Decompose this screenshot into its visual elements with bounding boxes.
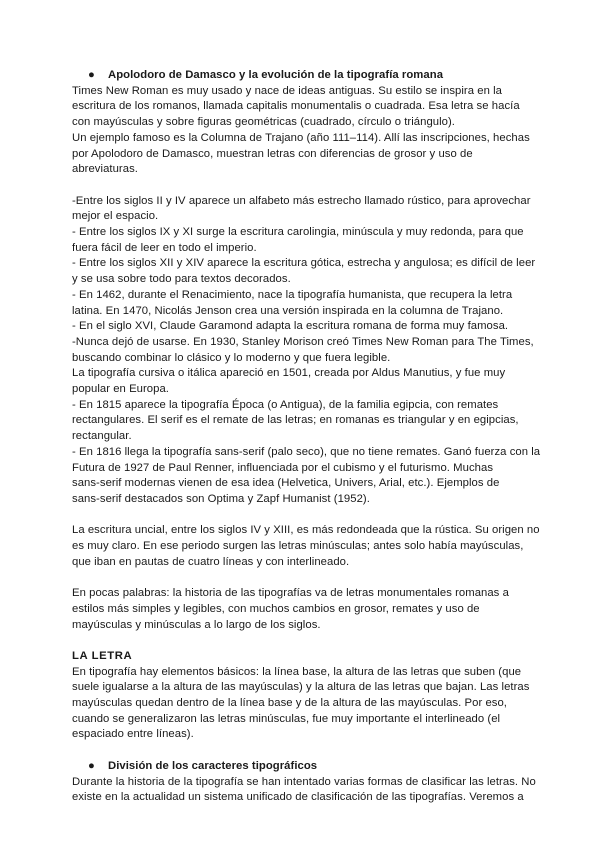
heading-text: Apolodoro de Damasco y la evolución de la tipografía romana [108, 69, 444, 81]
text-line: sans-serif modernas vienen de esa idea (Helvetica, Univers, Arial, etc.). Ejemplos de [72, 477, 500, 490]
text-line: buscando combinar lo clásico y lo moderno y que fuera legible. [72, 351, 391, 364]
heading-text: División de los caracteres tipográficos [108, 759, 318, 772]
blank-line [72, 508, 534, 524]
text-line: mayúsculas y minúsculas a lo largo de los siglos. [72, 618, 321, 631]
blank-line [72, 178, 534, 194]
text-line: cuando se generalizaron las letras minúsculas, fue muy importante el interlineado (el [72, 712, 501, 725]
text-line: - Entre los siglos XII y XIV aparece la escritura gótica, estrecha y angulosa; es difícil de leer [72, 257, 536, 270]
blank-line [72, 743, 534, 759]
text-line: abreviaturas. [72, 163, 138, 176]
bullet-dot-icon: ● [88, 759, 95, 772]
text-line: - En el siglo XVI, Claude Garamond adapta la escritura romana de forma muy famosa. [72, 320, 509, 333]
text-line: espaciado entre líneas). [72, 728, 194, 741]
text-line: es muy claro. En ese periodo surgen las letras minúsculas; antes solo había mayúsculas, [72, 540, 524, 553]
text-line: rectangulares. El serif es el remate de las letras; en romanas es triangular y en egipcias, [72, 414, 519, 427]
blank-line [72, 570, 534, 586]
text-line: Durante la historia de la tipografía se han intentado varias formas de clasificar las letras. No [72, 775, 536, 788]
bullet-dot-icon: ● [88, 69, 95, 81]
text-line: - Entre los siglos IX y XI surge la escritura carolingia, minúscula y muy redonda, para que [72, 226, 524, 239]
text-line: escritura de los romanos, llamada capitalis monumentalis o cuadrada. Esa letra se hacía [72, 100, 520, 113]
text-line: En pocas palabras: la historia de las tipografías va de letras monumentales romanas a [72, 587, 509, 600]
text-line: La escritura uncial, entre los siglos IV y XIII, es más redondeada que la rústica. Su origen no [72, 524, 540, 537]
text-line: suele igualarse a la altura de las mayúsculas) y la altura de las letras que bajan. Las letras [72, 681, 530, 694]
paragraph-times-new-roman [72, 84, 534, 178]
text-line: mayúsculas quedan dentro de la línea base y de la altura de las mayúsculas. Por eso, [72, 697, 507, 710]
text-line: con mayúsculas y sobre figuras geométricas (cuadrado, círculo o triángulo). [72, 116, 456, 129]
text-line: Futura de 1927 de Paul Renner, influenciada por el cubismo y el futurismo. Muchas [72, 461, 494, 474]
section-title-la-letra: LA LETRA [72, 649, 133, 662]
text-line: estilos más simples y legibles, con muchos cambios en grosor, remates y uso de [72, 602, 480, 615]
text-line: sans-serif destacados son Optima y Zapf Humanist (1952). [72, 492, 370, 505]
text-line: - En 1462, durante el Renacimiento, nace la tipografía humanista, que recupera la letra [72, 288, 513, 301]
text-line: Times New Roman es muy usado y nace de ideas antiguas. Su estilo se inspira en la [72, 84, 502, 97]
text-line: mejor el espacio. [72, 210, 159, 223]
text-line: - En 1816 llega la tipografía sans-serif (palo seco), que no tiene remates. Ganó fuerza con la [72, 445, 541, 458]
paragraph-clasificacion [72, 775, 534, 806]
text-line: rectangular. [72, 430, 132, 443]
heading-division [72, 759, 534, 775]
text-line: -Entre los siglos II y IV aparece un alfabeto más estrecho llamado rústico, para aprovechar [72, 194, 531, 207]
blank-line [72, 633, 534, 649]
text-line: latina. En 1470, Nicolás Jenson crea una versión inspirada en la columna de Trajano. [72, 304, 504, 317]
text-line: La tipografía cursiva o itálica apareció en 1501, creada por Aldus Manutius, y fue muy [72, 367, 506, 380]
text-line: y se usa sobre todo para textos decorados. [72, 273, 291, 286]
paragraph-summary [72, 586, 534, 633]
text-line: existe en la actualidad un sistema unificado de clasificación de las tipografías. Veremos a [72, 791, 524, 804]
text-line: -Nunca dejó de usarse. En 1930, Stanley Morison creó Times New Roman para The Times, [72, 335, 534, 348]
text-line: fuera fácil de leer en todo el imperio. [72, 241, 257, 254]
text-line: que iban en pautas de cuatro líneas y con interlineado. [72, 555, 350, 568]
text-line: Un ejemplo famoso es la Columna de Trajano (año 111–114). Allí las inscripciones, hechas [72, 131, 530, 144]
text-line: popular en Europa. [72, 383, 169, 396]
paragraph-uncial [72, 523, 540, 570]
paragraph-timeline [72, 194, 541, 508]
paragraph-la-letra [72, 665, 534, 744]
document-page [72, 68, 541, 806]
text-line: - En 1815 aparece la tipografía Época (o Antigua), de la familia egipcia, con remates [72, 398, 499, 411]
text-line: por Apolodoro de Damasco, muestran letras con diferencias de grosor y uso de [72, 147, 473, 160]
text-line: En tipografía hay elementos básicos: la línea base, la altura de las letras que suben (que [72, 665, 522, 678]
heading-apolodoro [72, 68, 534, 84]
